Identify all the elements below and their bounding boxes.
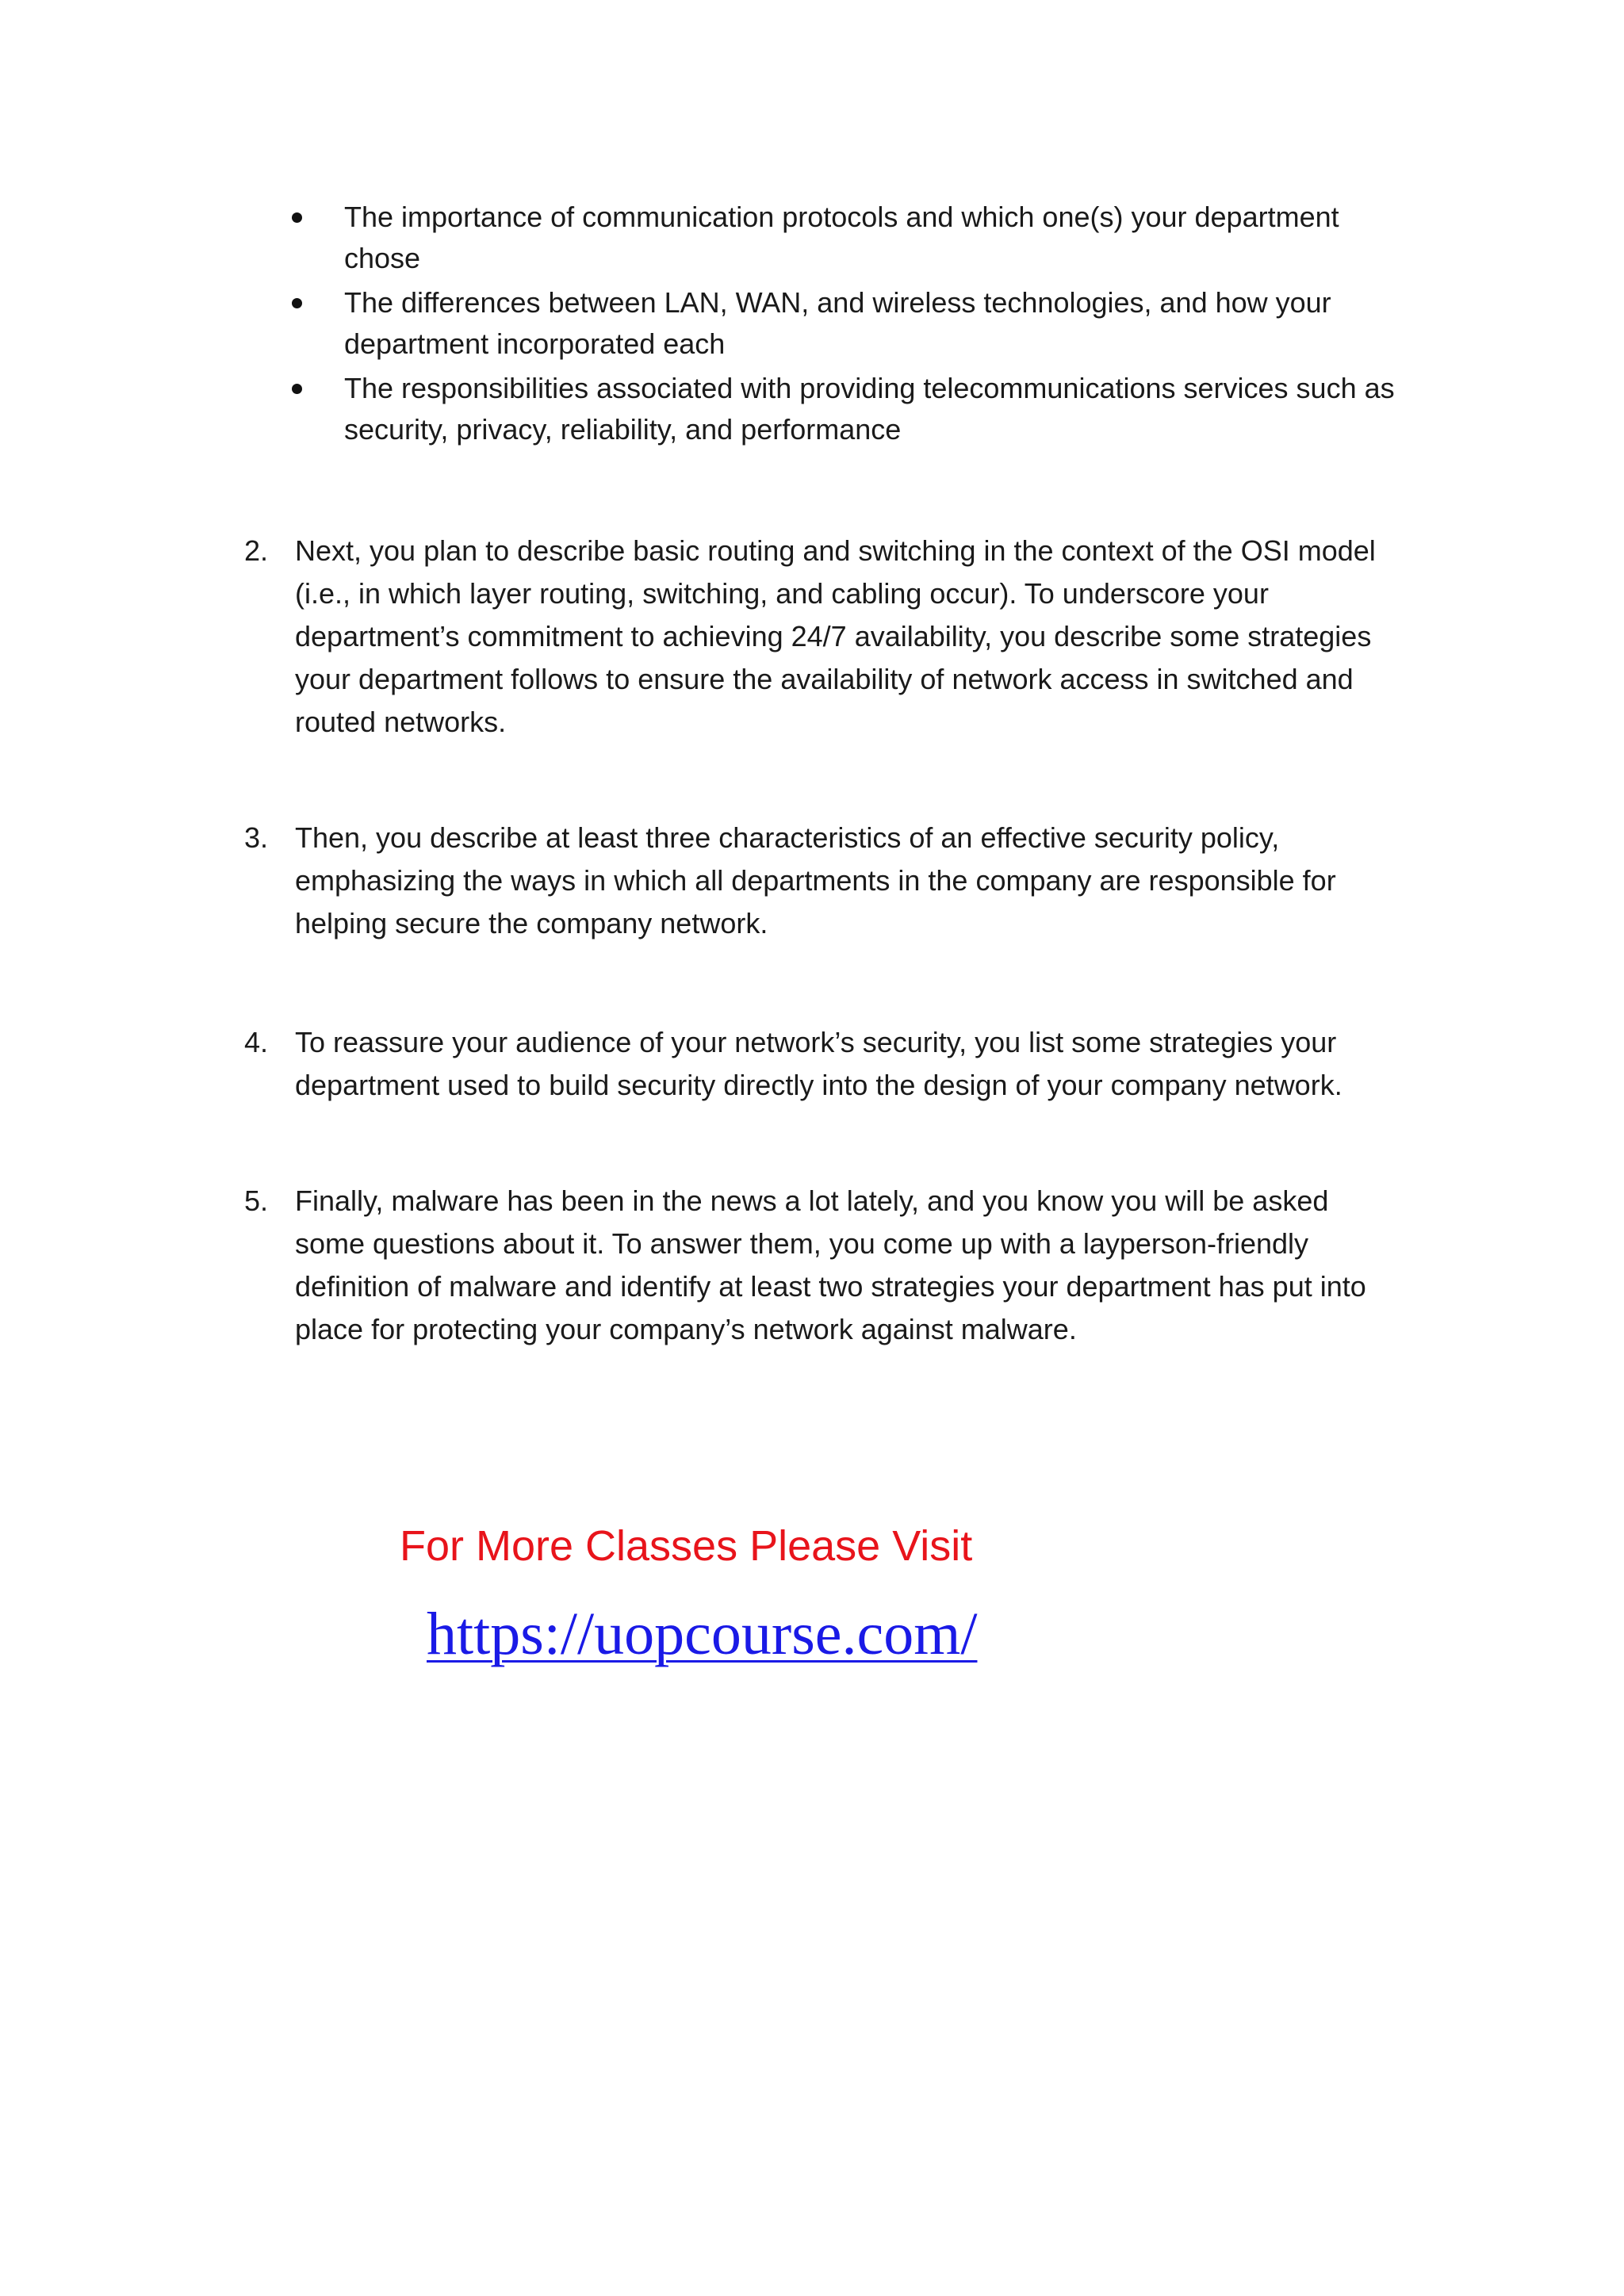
item-number: 5. (244, 1184, 269, 1217)
bullet-icon (292, 384, 302, 394)
promo-text: For More Classes Please Visit (400, 1522, 973, 1570)
bullet-item (292, 197, 1402, 279)
promo-link[interactable]: https://uopcourse.com/ (427, 1601, 978, 1667)
item-number: 4. (244, 1026, 269, 1058)
bullet-list (292, 197, 1402, 453)
bullet-text: The differences between LAN, WAN, and wireless technologies, and how your department incorporated each (344, 286, 1331, 360)
numbered-item (244, 1180, 1378, 1351)
bullet-icon (292, 298, 302, 308)
bullet-item (292, 282, 1402, 365)
item-text: To reassure your audience of your network’s security, you list some strategies your department used to build security directly into the design of your company network. (295, 1026, 1342, 1101)
item-text: Then, you describe at least three characteristics of an effective security policy, emphasizing the ways in which all departments in the company are responsible for helping secure the company network. (295, 821, 1336, 939)
item-number: 3. (244, 821, 269, 854)
bullet-text: The responsibilities associated with providing telecommunications services such as security, privacy, reliability, and performance (344, 372, 1395, 446)
bullet-text: The importance of communication protocols and which one(s) your department chose (344, 201, 1339, 274)
item-number: 2. (244, 534, 269, 567)
bullet-item (292, 368, 1402, 450)
item-text: Finally, malware has been in the news a lot lately, and you know you will be asked some questions about it. To answer them, you come up with a layperson-friendly definition of malware and identify at least two strategies your department has put into place for protecting your company’s network against malware. (295, 1184, 1366, 1345)
bullet-icon (292, 212, 302, 223)
numbered-item (244, 1021, 1378, 1107)
item-text: Next, you plan to describe basic routing and switching in the context of the OSI model (i.e., in which layer routing, switching, and cabling occur). To underscore your department’s commitment to achieving 24/7 availability, you describe some strategies your department follows to ensure the availability of network access in switched and routed networks. (295, 534, 1376, 738)
numbered-item (244, 817, 1378, 945)
numbered-item (244, 530, 1378, 744)
